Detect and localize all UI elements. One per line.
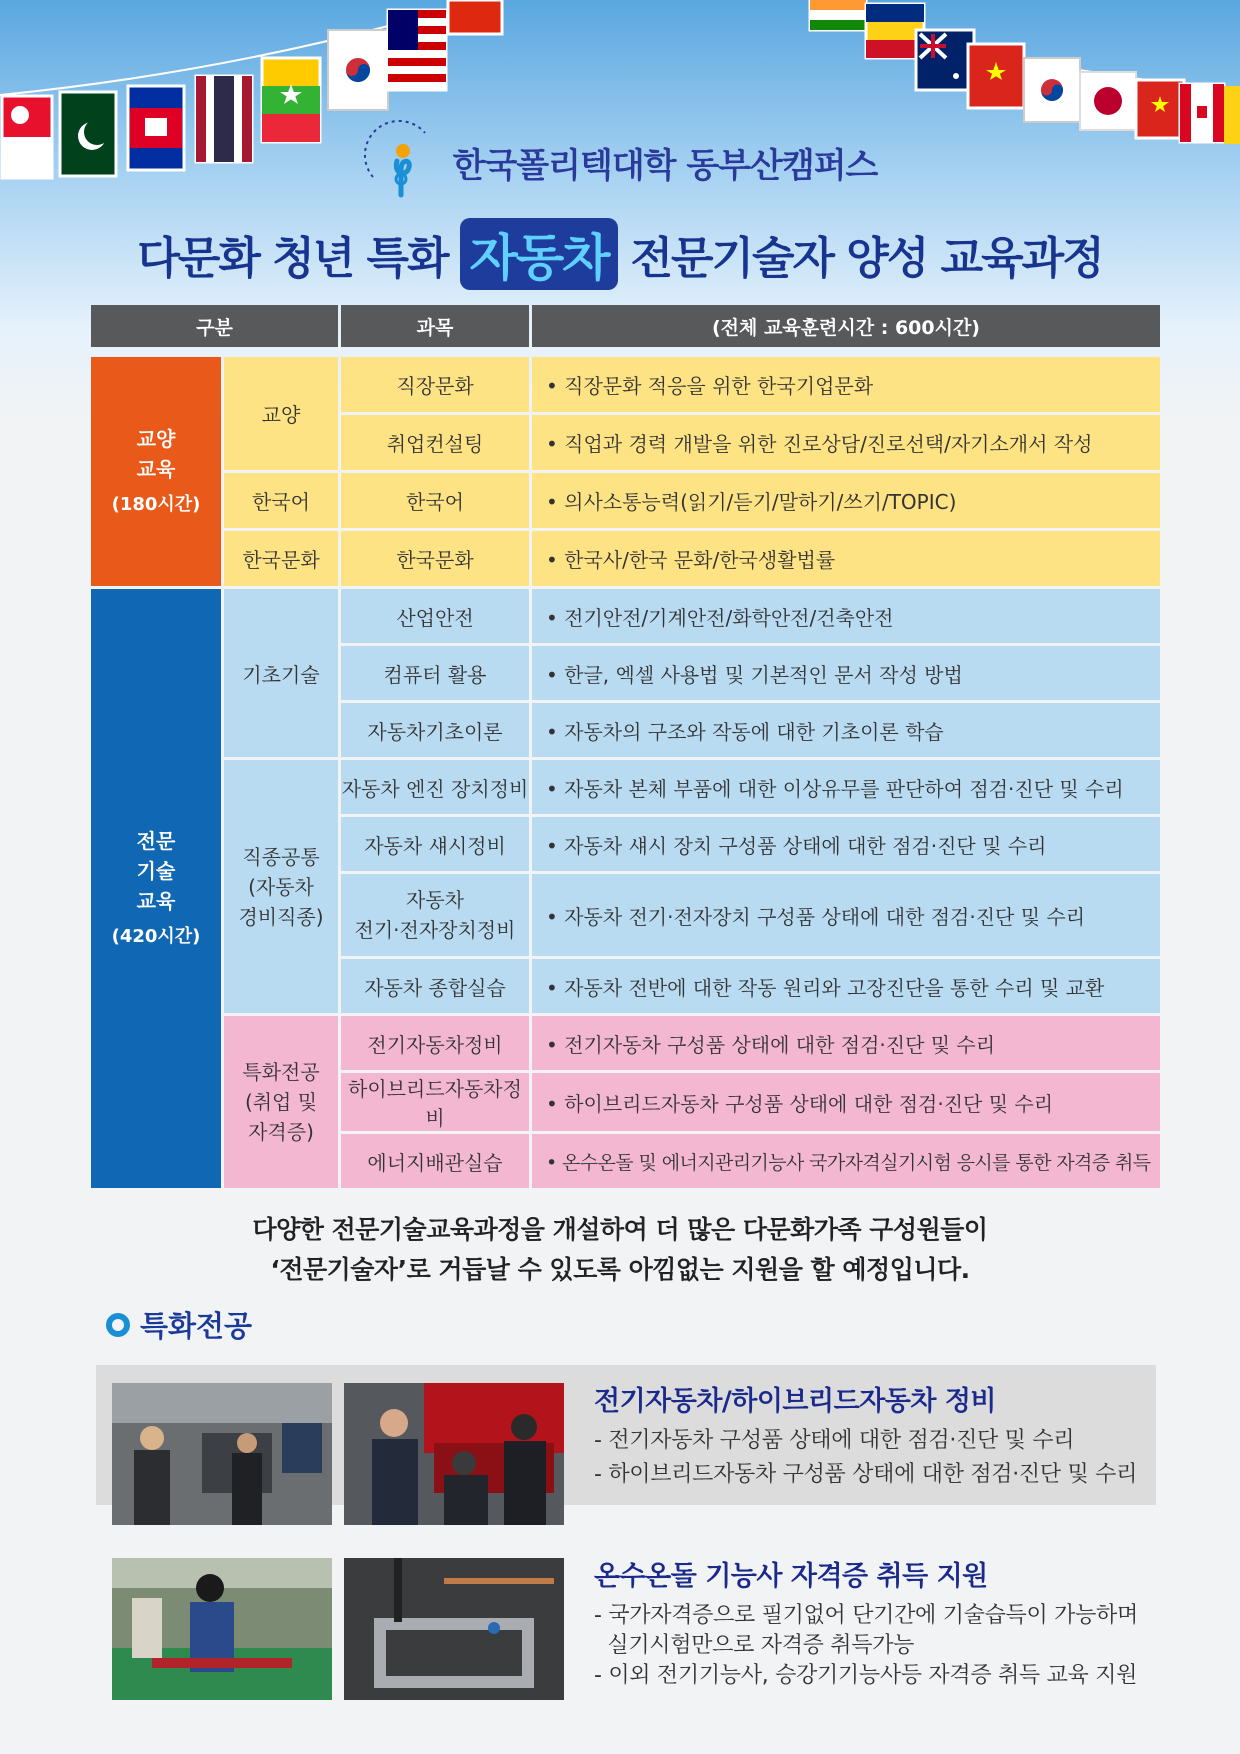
card-title: 전기자동차/하이브리드자동차 정비	[594, 1386, 996, 1417]
header	[0, 112, 1240, 290]
photo-welding-practice	[112, 1558, 332, 1700]
description-cell: • 자동차의 구조와 작동에 대한 기초이론 학습	[532, 703, 1160, 757]
card-line: - 국가자격증으로 필기없어 단기간에 기술습득이 가능하며	[594, 1603, 1138, 1628]
subject-cell: 자동차 섀시정비	[341, 817, 529, 871]
description-cell: • 온수온돌 및 에너지관리기능사 국가자격실기시험 응시를 통한 자격증 취득	[532, 1134, 1160, 1188]
flag-australia-icon	[916, 30, 974, 90]
card-line: - 전기자동차 구성품 상태에 대한 점검·진단 및 수리	[594, 1428, 1075, 1453]
description-cell: • 한글, 엑셀 사용법 및 기본적인 문서 작성 방법	[532, 646, 1160, 700]
flag-vietnam-icon	[968, 44, 1024, 108]
subject-cell: 취업컨설팅	[341, 415, 529, 470]
title-suffix: 전문기술자 양성 교육과정	[630, 233, 1103, 284]
description-cell: • 전기안전/기계안전/화학안전/건축안전	[532, 589, 1160, 643]
category-label: 전문 기술 교육	[136, 828, 176, 913]
flag-korea-icon	[328, 30, 388, 110]
category-general	[91, 357, 221, 586]
header-hours: (전체 교육훈련시간 : 600시간)	[532, 305, 1160, 347]
sub-category: 교양	[224, 357, 338, 470]
curriculum-table	[88, 302, 1163, 1191]
description-cell: • 하이브리드자동차 구성품 상태에 대한 점검·진단 및 수리	[532, 1073, 1160, 1131]
description-cell: • 자동차 섀시 장치 구성품 상태에 대한 점검·진단 및 수리	[532, 817, 1160, 871]
card-line: - 하이브리드자동차 구성품 상태에 대한 점검·진단 및 수리	[594, 1462, 1138, 1487]
sub-category: 직종공통 (자동차 경비직종)	[224, 760, 338, 1013]
description-cell: • 의사소통능력(읽기/듣기/말하기/쓰기/TOPIC)	[532, 473, 1160, 528]
subject-cell: 직장문화	[341, 357, 529, 412]
photo-ev-workshop	[112, 1383, 332, 1525]
header-category: 구분	[91, 305, 338, 347]
campus-name: 한국폴리텍대학 동부산캠퍼스	[452, 145, 878, 186]
subject-cell: 자동차 엔진 장치정비	[341, 760, 529, 814]
subject-cell: 에너지배관실습	[341, 1134, 529, 1188]
subject-cell: 자동차 전기·전자장치정비	[341, 874, 529, 956]
description-cell: • 직장문화 적응을 위한 한국기업문화	[532, 357, 1160, 412]
page-title	[0, 218, 1240, 290]
table-row	[91, 1016, 1160, 1070]
category-hours: (420시간)	[111, 925, 201, 947]
specialty-card-ev	[96, 1365, 1156, 1505]
subject-cell: 산업안전	[341, 589, 529, 643]
subject-cell: 한국문화	[341, 531, 529, 586]
sub-category: 기초기술	[224, 589, 338, 757]
closing-line: ‘전문기술자’로 거듭날 수 있도록 아낌없는 지원을 할 예정입니다.	[270, 1255, 970, 1284]
sub-category: 한국어	[224, 473, 338, 528]
section-title: 특화전공	[140, 1309, 253, 1343]
subject-cell: 하이브리드자동차정비	[341, 1073, 529, 1131]
description-cell: • 자동차 전기·전자장치 구성품 상태에 대한 점검·진단 및 수리	[532, 874, 1160, 956]
polytech-logo-icon	[363, 117, 443, 207]
table-row	[91, 760, 1160, 814]
photo-ev-instructor	[344, 1383, 564, 1525]
category-label: 교양 교육	[136, 426, 176, 481]
description-cell: • 자동차 본체 부품에 대한 이상유무를 판단하여 점검·진단 및 수리	[532, 760, 1160, 814]
photo-pipe-work	[344, 1558, 564, 1700]
subject-cell: 전기자동차정비	[341, 1016, 529, 1070]
card-title: 온수온돌 기능사 자격증 취득 지원	[594, 1561, 988, 1592]
subject-cell: 컴퓨터 활용	[341, 646, 529, 700]
title-highlight: 자동차	[460, 218, 619, 290]
flag-india-icon	[810, 0, 866, 30]
description-cell: • 직업과 경력 개발을 위한 진로상담/진로선택/자기소개서 작성	[532, 415, 1160, 470]
description-cell: • 전기자동차 구성품 상태에 대한 점검·진단 및 수리	[532, 1016, 1160, 1070]
card-line: - 이외 전기기능사, 승강기기능사등 자격증 취득 교육 지원	[594, 1663, 1138, 1688]
subject-cell: 자동차기초이론	[341, 703, 529, 757]
title-prefix: 다문화 청년 특화	[137, 233, 448, 284]
category-professional	[91, 589, 221, 1188]
specialty-card-ondol	[96, 1540, 1156, 1688]
table-row	[91, 473, 1160, 528]
closing-line: 다양한 전문기술교육과정을 개설하여 더 많은 다문화가족 구성원들이	[252, 1215, 988, 1244]
flag-malaysia-icon	[388, 10, 446, 90]
ring-bullet-icon	[106, 1313, 130, 1337]
table-row	[91, 589, 1160, 643]
subject-cell: 한국어	[341, 473, 529, 528]
logo-row	[0, 112, 1240, 212]
subject-cell: 자동차 종합실습	[341, 959, 529, 1013]
table-row	[91, 357, 1160, 412]
section-heading	[106, 1304, 252, 1345]
table-row	[91, 531, 1160, 586]
header-subject: 과목	[341, 305, 529, 347]
sub-category: 특화전공 (취업 및 자격증)	[224, 1016, 338, 1188]
category-hours: (180시간)	[111, 493, 201, 515]
flag-china-icon	[448, 0, 502, 34]
card-line: 실기시험만으로 자격증 취득가능	[594, 1633, 915, 1658]
description-cell: • 자동차 전반에 대한 작동 원리와 고장진단을 통한 수리 및 교환	[532, 959, 1160, 1013]
sub-category: 한국문화	[224, 531, 338, 586]
table-header-row	[91, 305, 1160, 347]
closing-message	[0, 1210, 1240, 1290]
description-cell: • 한국사/한국 문화/한국생활법률	[532, 531, 1160, 586]
